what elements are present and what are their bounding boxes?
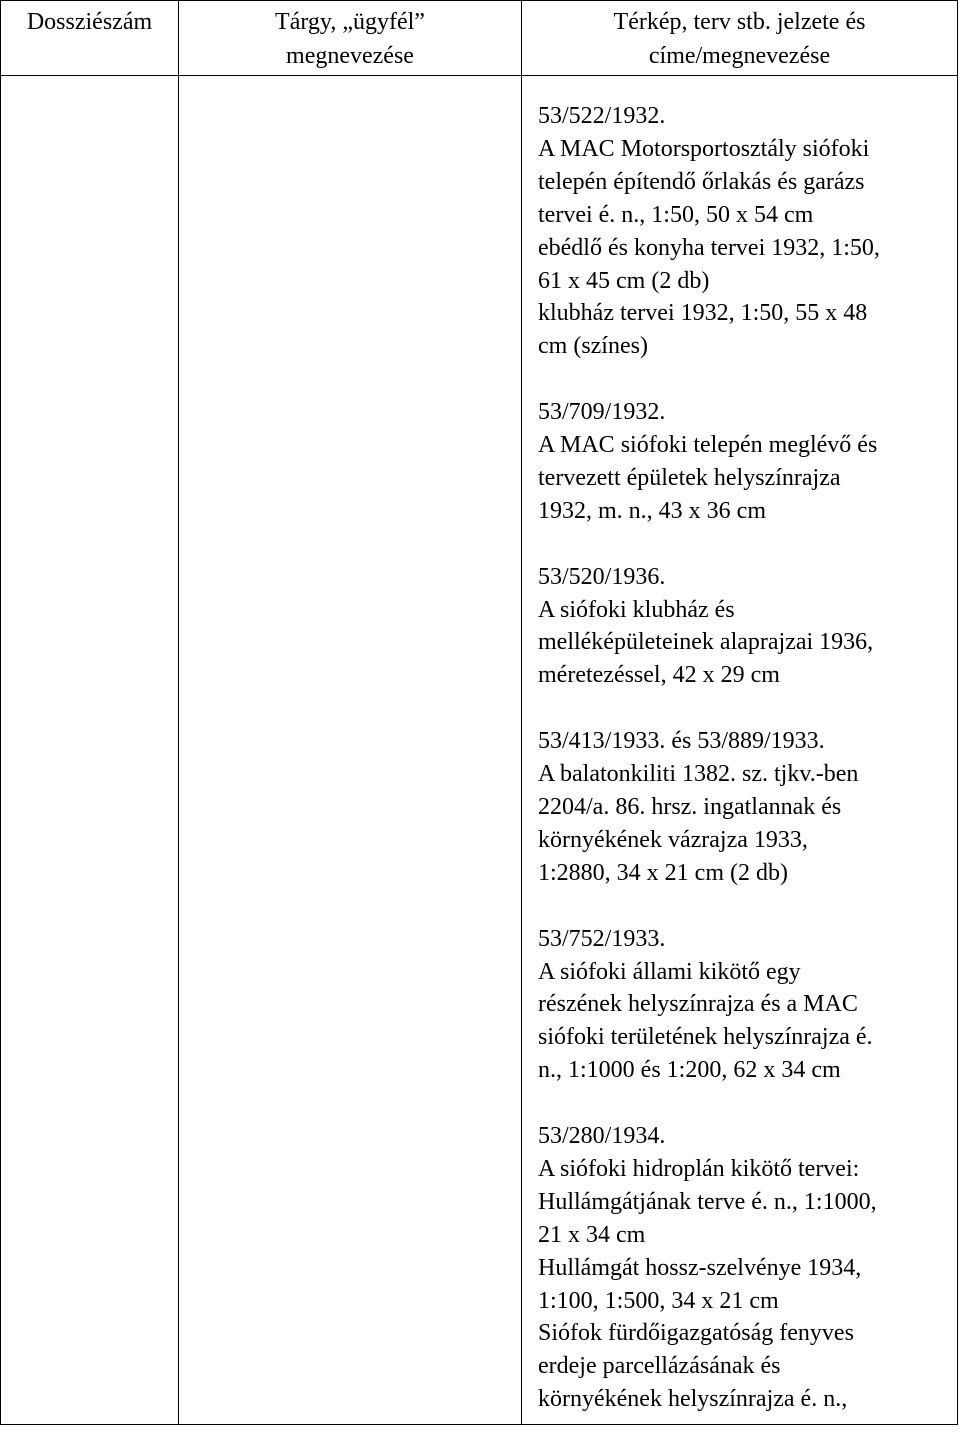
entry-text-line: A balatonkiliti 1382. sz. tjkv.-ben xyxy=(538,761,859,788)
entry-text-line: Hullámgátjának terve é. n., 1:1000, xyxy=(538,1188,877,1215)
entry-reference-number: 53/520/1936. xyxy=(538,563,666,590)
header-map-plan xyxy=(522,5,957,73)
entry-text-line: erdeje parcellázásának és xyxy=(538,1353,781,1380)
entry-text-line: A siófoki hidroplán kikötő tervei: xyxy=(538,1155,860,1182)
entry-text-line: tervezett épületek helyszínrajza xyxy=(538,464,841,491)
entry-reference-number: 53/709/1932. xyxy=(538,399,666,426)
entry-text-line: A MAC Motorsportosztály siófoki xyxy=(538,135,870,162)
entry-text-line: melléképületeinek alaprajzai 1936, xyxy=(538,629,874,656)
entry-text-line: 61 x 45 cm (2 db) xyxy=(538,267,710,294)
catalog-entry xyxy=(538,1120,953,1416)
entry-text-line: siófoki területének helyszínrajza é. xyxy=(538,1024,873,1051)
entry-text-line: 21 x 34 cm xyxy=(538,1221,646,1248)
entry-text-line: n., 1:1000 és 1:200, 62 x 34 cm xyxy=(538,1057,841,1084)
entry-text-line: 1:100, 1:500, 34 x 21 cm xyxy=(538,1287,779,1314)
header-dossier-number: Dossziészám xyxy=(26,9,153,35)
entry-text-line: A siófoki állami kikötő egy xyxy=(538,958,801,985)
table-header-row xyxy=(1,1,957,76)
entry-text-line: 1:2880, 34 x 21 cm (2 db) xyxy=(538,859,788,886)
entry-text-line: telepén építendő őrlakás és garázs xyxy=(538,168,865,195)
entry-text-line: klubház tervei 1932, 1:50, 55 x 48 xyxy=(538,300,868,327)
entry-text-line: A MAC siófoki telepén meglévő és xyxy=(538,432,878,459)
catalog-entry xyxy=(538,725,953,890)
header-subject-line1: Tárgy, „ügyfél” xyxy=(275,9,425,35)
entry-text-line: részének helyszínrajza és a MAC xyxy=(538,991,858,1018)
entry-text-line: Siófok fürdőigazgatóság fenyves xyxy=(538,1320,854,1347)
header-map-plan-line2: címe/megnevezése xyxy=(648,43,831,69)
entry-text-line: környékének helyszínrajza é. n., xyxy=(538,1386,848,1413)
entry-text-line: A siófoki klubház és xyxy=(538,596,735,623)
column-divider-2 xyxy=(521,1,522,1424)
entry-text-line: környékének vázrajza 1933, xyxy=(538,826,808,853)
catalog-entry xyxy=(538,100,953,363)
catalog-entry xyxy=(538,396,953,528)
column-divider-1 xyxy=(178,1,179,1424)
entry-reference-number: 53/522/1932. xyxy=(538,103,666,129)
entry-reference-number: 53/280/1934. xyxy=(538,1123,666,1150)
catalog-entry xyxy=(538,923,953,1088)
catalog-entry xyxy=(538,561,953,693)
entry-text-line: cm (színes) xyxy=(538,333,648,360)
header-map-plan-line1: Térkép, terv stb. jelzete és xyxy=(613,9,866,35)
header-subject-line2: megnevezése xyxy=(286,43,414,69)
map-plan-column xyxy=(538,100,953,1449)
entry-text-line: Hullámgát hossz-szelvénye 1934, xyxy=(538,1254,862,1281)
entry-text-line: ebédlő és konyha tervei 1932, 1:50, xyxy=(538,234,880,261)
entry-text-line: méretezéssel, 42 x 29 cm xyxy=(538,662,780,689)
entry-text-line: tervei é. n., 1:50, 50 x 54 cm xyxy=(538,201,814,228)
header-subject xyxy=(179,5,521,73)
entry-reference-number: 53/752/1933. xyxy=(538,925,666,952)
entry-text-line: 2204/a. 86. hrsz. ingatlannak és xyxy=(538,793,842,820)
entry-reference-number: 53/413/1933. és 53/889/1933. xyxy=(538,728,825,755)
entry-text-line: 1932, m. n., 43 x 36 cm xyxy=(538,497,766,524)
